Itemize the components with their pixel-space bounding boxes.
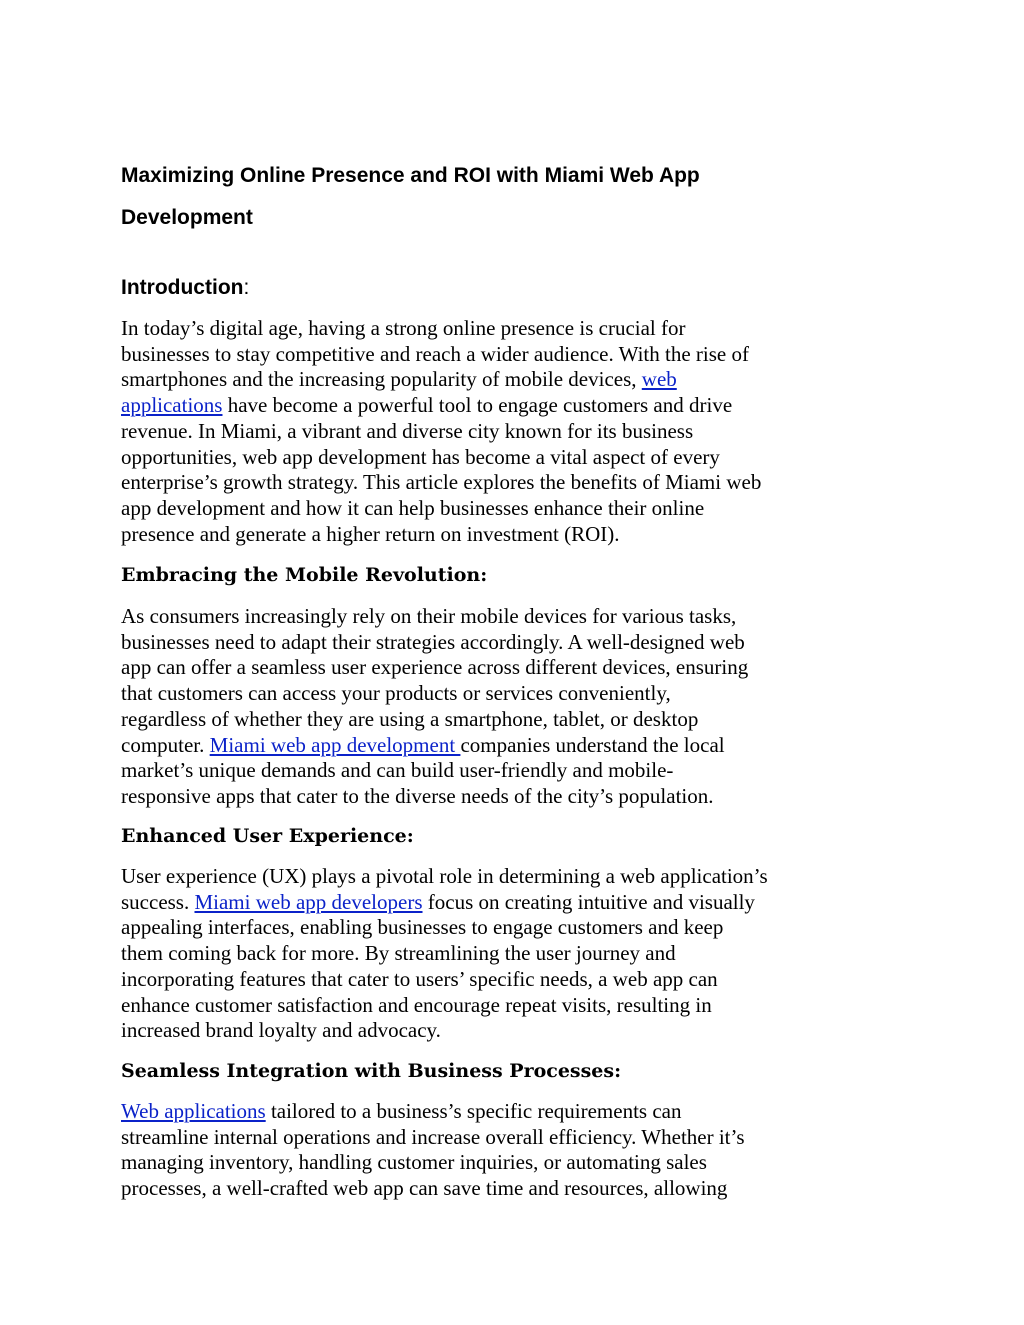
paragraph-text: focus on creating intuitive and visually [422, 889, 755, 914]
paragraph-line [121, 890, 891, 916]
paragraph-text: smartphones and the increasing popularity of mobile devices, [121, 367, 642, 392]
web-applications-link[interactable]: web [641, 367, 677, 392]
page-title-line-1: Maximizing Online Presence and ROI with Miami Web App [121, 164, 700, 187]
paragraph-line: presence and generate a higher return on investment (ROI). [121, 521, 620, 546]
section-heading-mobile-revolution: Embracing the Mobile Revolution: [121, 564, 488, 586]
paragraph-line: User experience (UX) plays a pivotal role in determining a web application’s [121, 864, 768, 888]
paragraph-line: enterprise’s growth strategy. This article explores the benefits of Miami web [121, 470, 762, 495]
paragraph-line: As consumers increasingly rely on their mobile devices for various tasks, [121, 604, 737, 628]
paragraph-text: companies understand the local [460, 732, 725, 757]
paragraph-line: increased brand loyalty and advocacy. [121, 1018, 441, 1043]
introduction-paragraph [121, 316, 891, 547]
paragraph-line [121, 733, 891, 759]
paragraph-line: streamline internal operations and increase overall efficiency. Whether it’s [121, 1124, 745, 1149]
page-title-line-2: Development [121, 206, 253, 229]
introduction-heading-colon: : [243, 276, 250, 299]
paragraph-line: businesses to stay competitive and reach a wider audience. With the rise of [121, 341, 749, 366]
paragraph-line: regardless of whether they are using a smartphone, tablet, or desktop [121, 706, 699, 731]
section-heading-business-integration: Seamless Integration with Business Processes: [121, 1060, 622, 1082]
paragraph-line: market’s unique demands and can build user-friendly and mobile- [121, 758, 674, 783]
paragraph-line: businesses need to adapt their strategies accordingly. A well-designed web [121, 629, 745, 654]
miami-web-app-developers-link[interactable]: Miami web app developers [194, 889, 423, 914]
paragraph-line: managing inventory, handling customer inquiries, or automating sales [121, 1150, 707, 1175]
introduction-heading [121, 274, 891, 302]
paragraph-text: have become a powerful tool to engage customers and drive [222, 393, 733, 418]
paragraph-line: In today’s digital age, having a strong online presence is crucial for [121, 316, 686, 340]
paragraph-line: opportunities, web app development has become a vital aspect of every [121, 444, 720, 469]
paragraph-line: enhance customer satisfaction and encourage repeat visits, resulting in [121, 992, 712, 1017]
miami-web-app-development-link[interactable]: Miami web app development [209, 732, 461, 757]
section-heading-user-experience: Enhanced User Experience: [121, 825, 414, 847]
paragraph-line: responsive apps that cater to the diverse needs of the city’s population. [121, 783, 714, 808]
paragraph-line: them coming back for more. By streamlining the user journey and [121, 941, 676, 966]
paragraph-line: app can offer a seamless user experience across different devices, ensuring [121, 655, 749, 680]
introduction-heading-text: Introduction [121, 276, 244, 299]
paragraph-line [121, 1099, 891, 1125]
paragraph-line: that customers can access your products or services conveniently, [121, 681, 671, 706]
paragraph-line: appealing interfaces, enabling businesses to engage customers and keep [121, 915, 724, 940]
user-experience-paragraph [121, 864, 891, 1044]
paragraph-line: processes, a well-crafted web app can save time and resources, allowing [121, 1176, 728, 1201]
paragraph-line: app development and how it can help businesses enhance their online [121, 495, 705, 520]
mobile-revolution-paragraph [121, 604, 891, 810]
paragraph-line [121, 393, 891, 419]
paragraph-text: computer. [121, 732, 210, 757]
paragraph-line: revenue. In Miami, a vibrant and diverse city known for its business [121, 418, 694, 443]
paragraph-line [121, 367, 891, 393]
paragraph-text: success. [121, 889, 195, 914]
paragraph-text: tailored to a business’s specific requirements can [265, 1099, 682, 1123]
paragraph-line: incorporating features that cater to users’ specific needs, a web app can [121, 966, 718, 991]
web-applications-link-2[interactable]: Web applications [121, 1099, 266, 1123]
page-title [121, 155, 891, 239]
web-applications-link-continued[interactable]: applications [121, 393, 223, 418]
business-integration-paragraph [121, 1099, 891, 1202]
